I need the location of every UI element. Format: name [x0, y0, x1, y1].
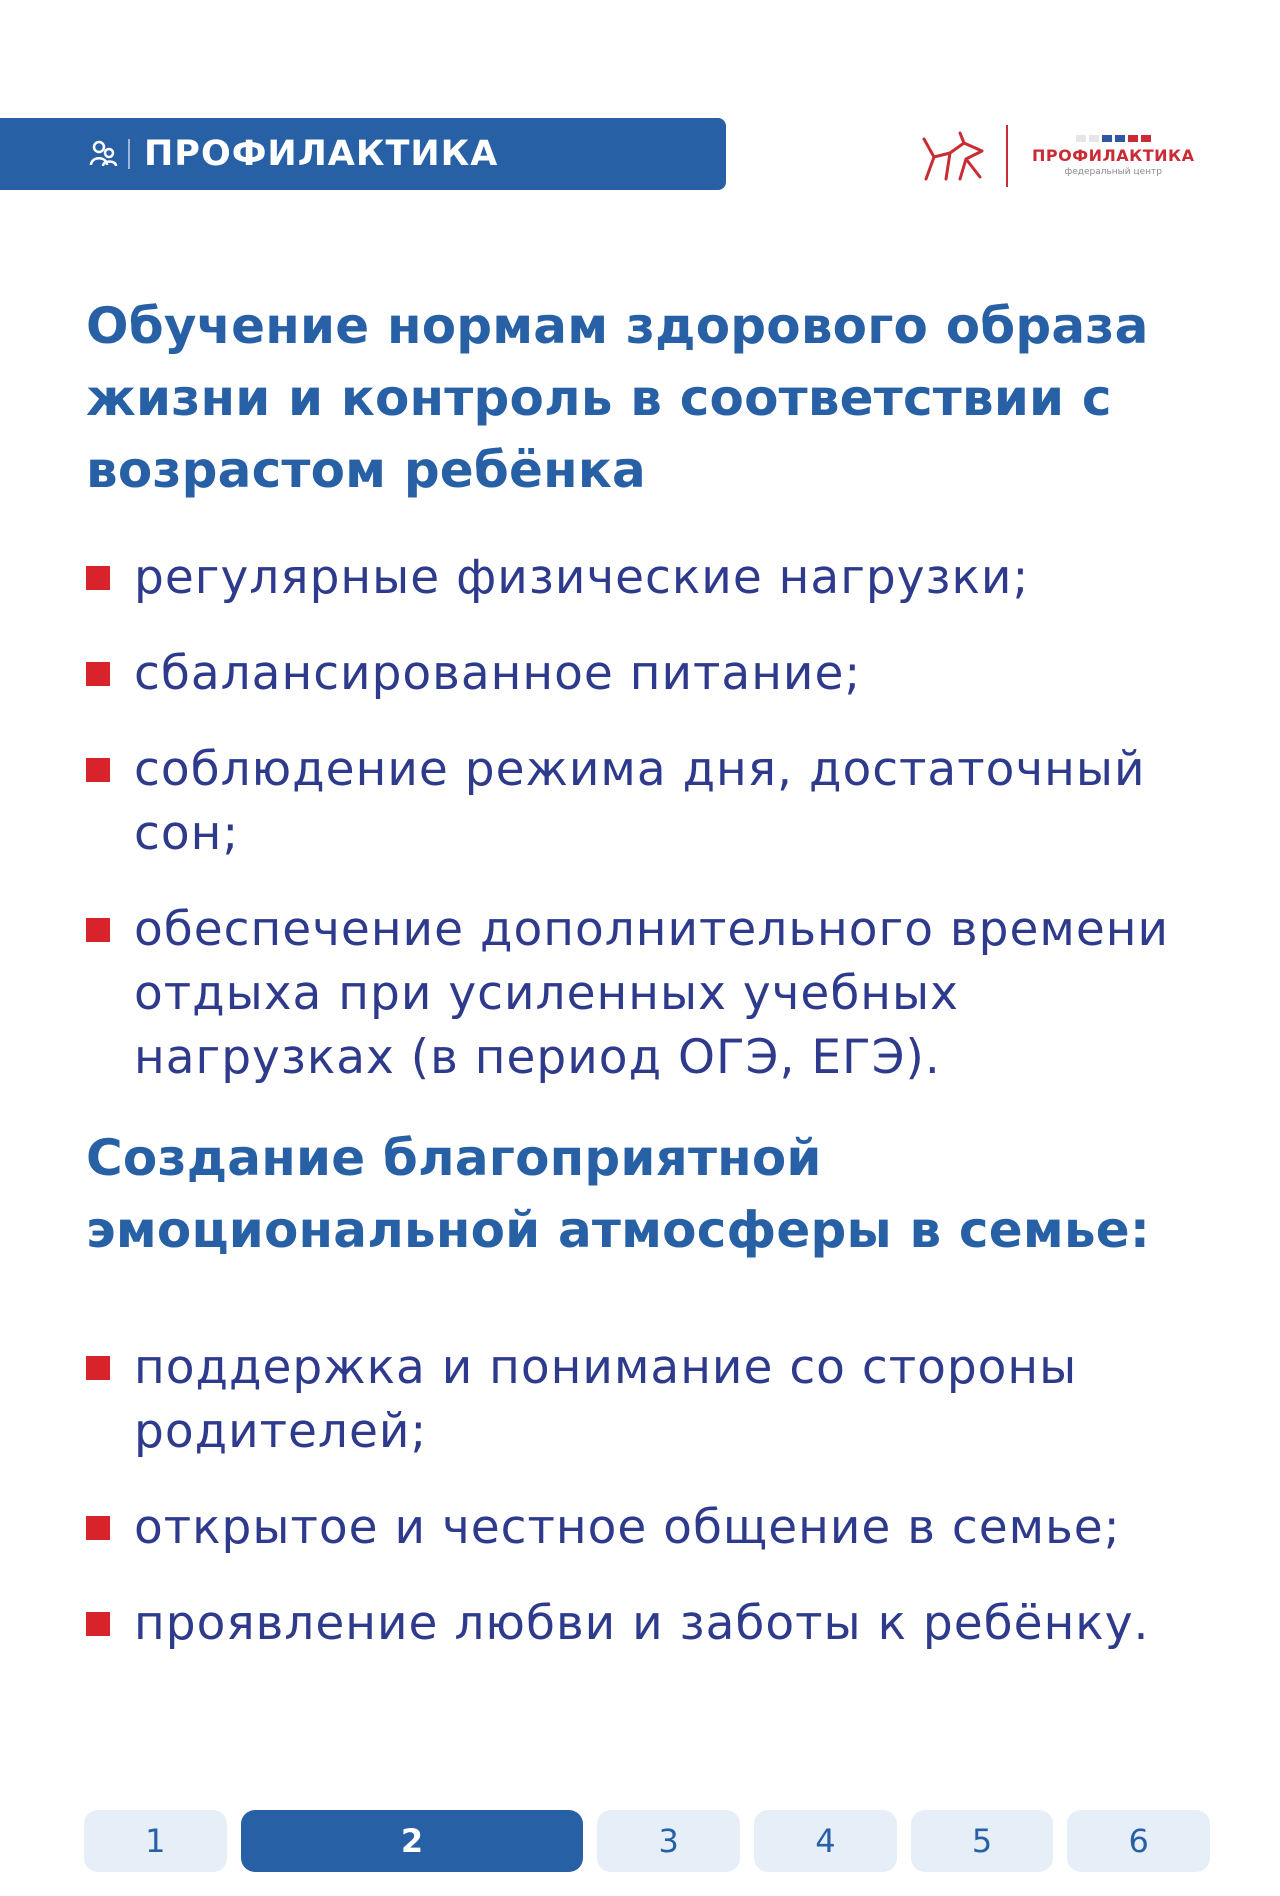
- bullet-square-icon: [86, 1612, 110, 1636]
- page-button-2[interactable]: 2: [241, 1810, 584, 1872]
- list-item: [86, 738, 1216, 866]
- list-item: [86, 1496, 1216, 1560]
- flag-icon: [1076, 135, 1151, 142]
- ministry-emblem-icon: [920, 129, 986, 183]
- list-item-text: поддержка и понимание со стороны родителей;: [134, 1340, 1078, 1459]
- list-item-text: регулярные физические нагрузки;: [134, 550, 1030, 605]
- list-item-text: открытое и честное общение в семье;: [134, 1500, 1121, 1555]
- content: [86, 290, 1216, 1688]
- people-icon: [86, 137, 120, 171]
- prophylaxis-center-logo: [1032, 135, 1195, 177]
- header-divider: [128, 139, 130, 169]
- list-item: [86, 898, 1216, 1090]
- list-item: [86, 1592, 1216, 1656]
- bullet-square-icon: [86, 1516, 110, 1540]
- bullet-list: [86, 546, 1216, 1090]
- list-item-text: проявление любви и заботы к ребёнку.: [134, 1596, 1150, 1651]
- list-item-text: соблюдение режима дня, достаточный сон;: [134, 742, 1146, 861]
- logo-brand-name: ПРОФИЛАКТИКА: [1032, 146, 1195, 165]
- section-title: Обучение нормам здорового образа жизни и контроль в соответствии с возрастом ребёнка: [86, 297, 1149, 499]
- logo-divider: [1006, 125, 1008, 187]
- list-item-text: сбалансированное питание;: [134, 646, 862, 701]
- section-healthy-lifestyle: [86, 290, 1216, 1090]
- bullet-square-icon: [86, 918, 110, 942]
- header-bar: [0, 118, 726, 190]
- list-item: [86, 642, 1216, 706]
- bullet-square-icon: [86, 566, 110, 590]
- logo-brand-sub: федеральный центр: [1064, 167, 1162, 177]
- section-title: Создание благоприятной эмоциональной атмосферы в семье:: [86, 1129, 1151, 1259]
- bullet-list: [86, 1336, 1216, 1656]
- page-button-4[interactable]: 4: [754, 1810, 897, 1872]
- page-button-1[interactable]: 1: [84, 1810, 227, 1872]
- header-title: ПРОФИЛАКТИКА: [144, 134, 499, 174]
- list-item-text: обеспечение дополнительного времени отдыха при усиленных учебных нагрузках (в период ОГЭ, ЕГЭ).: [134, 902, 1170, 1085]
- list-item: [86, 1336, 1216, 1464]
- bullet-square-icon: [86, 662, 110, 686]
- bullet-square-icon: [86, 1356, 110, 1380]
- page-button-3[interactable]: 3: [597, 1810, 740, 1872]
- logos: [920, 122, 1210, 190]
- page-button-5[interactable]: 5: [911, 1810, 1054, 1872]
- bullet-square-icon: [86, 758, 110, 782]
- page-button-6[interactable]: 6: [1067, 1810, 1210, 1872]
- pagination: [84, 1810, 1210, 1872]
- list-item: [86, 546, 1216, 610]
- section-emotional-atmosphere: [86, 1122, 1216, 1656]
